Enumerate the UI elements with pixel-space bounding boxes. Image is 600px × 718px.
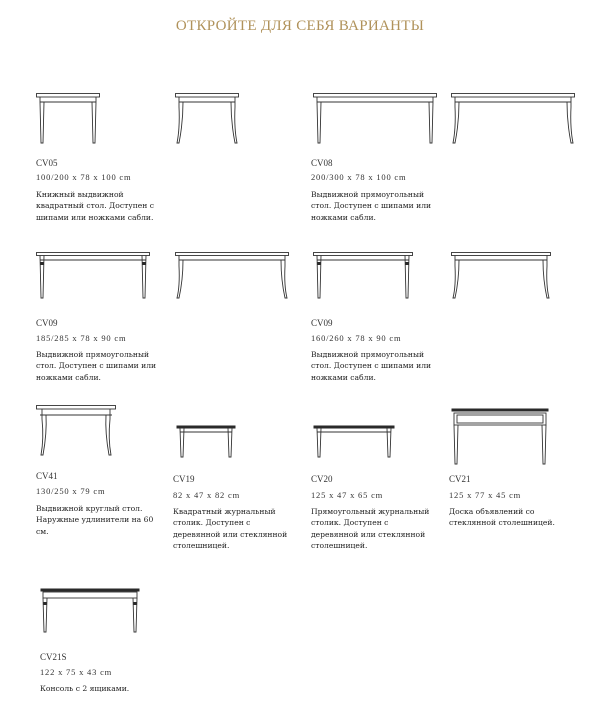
product-code: CV08 xyxy=(311,158,333,168)
product-description xyxy=(36,503,153,537)
product-dimensions: 125 x 77 x 45 cm xyxy=(449,490,522,500)
description-line: столешницей. xyxy=(173,540,230,550)
description-line: см. xyxy=(36,526,49,536)
description-line: стол. Доступен с шипами или xyxy=(311,361,432,371)
description-line: квадратный стол. Доступен с xyxy=(36,201,155,211)
product-description xyxy=(311,189,431,223)
description-line: Выдвижной прямоугольный xyxy=(36,350,150,359)
product-description xyxy=(311,349,431,383)
product-description xyxy=(36,349,156,383)
product-description xyxy=(449,506,555,529)
product-dimensions: 185/285 x 78 x 90 cm xyxy=(36,333,127,343)
description-line: ножками сабли. xyxy=(311,372,376,382)
product-description xyxy=(311,506,429,551)
description-line: столик. Доступен с xyxy=(311,518,389,528)
product-description xyxy=(40,683,129,694)
description-line: Выдвижной прямоугольный xyxy=(311,190,425,199)
description-line: Квадратный журнальный xyxy=(173,507,276,516)
description-line: шипами или ножками сабли. xyxy=(36,212,154,222)
description-line: Выдвижной прямоугольный xyxy=(311,350,425,359)
description-line: стеклянной столешницей. xyxy=(449,518,555,528)
table-drawing-cv19 xyxy=(176,425,236,459)
description-line: Выдвижной круглый стол. xyxy=(36,504,143,513)
product-code: CV09 xyxy=(36,318,58,328)
product-code: CV09 xyxy=(311,318,333,328)
description-line: стол. Доступен с шипами или xyxy=(36,361,157,371)
table-drawing-cv41 xyxy=(36,405,116,457)
table-drawing-cv08-saber xyxy=(451,93,575,145)
table-drawing-cv05-tapered xyxy=(36,93,100,145)
description-line: ножками сабли. xyxy=(311,212,376,222)
description-line: Книжный выдвижной xyxy=(36,190,124,199)
product-code: CV20 xyxy=(311,474,333,484)
product-code: CV41 xyxy=(36,471,58,481)
product-dimensions: 200/300 x 78 x 100 cm xyxy=(311,172,407,182)
description-line: Наружные удлинители на 60 xyxy=(36,515,154,525)
product-code: CV21S xyxy=(40,652,67,662)
description-line: столешницей. xyxy=(311,540,368,550)
description-line: Прямоугольный журнальный xyxy=(311,507,430,516)
product-description xyxy=(173,506,287,551)
description-line: столик. Доступен с xyxy=(173,518,251,528)
product-dimensions: 130/250 x 79 cm xyxy=(36,486,106,496)
description-line: деревянной или стеклянной xyxy=(311,529,426,539)
console-drawing-cv21s xyxy=(40,588,140,634)
table-drawing-cv09-saber xyxy=(175,252,289,300)
product-code: CV19 xyxy=(173,474,195,484)
table-drawing-cv09b-tapered xyxy=(313,252,413,300)
page-title: ОТКРОЙТЕ ДЛЯ СЕБЯ ВАРИАНТЫ xyxy=(175,18,425,34)
product-dimensions: 100/200 x 78 x 100 cm xyxy=(36,172,132,182)
product-dimensions: 125 x 47 x 65 cm xyxy=(311,490,384,500)
product-code: CV05 xyxy=(36,158,58,168)
product-dimensions: 122 x 75 x 43 cm xyxy=(40,667,113,677)
table-drawing-cv09-tapered xyxy=(36,252,150,300)
product-code: CV21 xyxy=(449,474,471,484)
table-drawing-cv20 xyxy=(313,425,395,459)
product-dimensions: 160/260 x 78 x 90 cm xyxy=(311,333,402,343)
table-drawing-cv05-saber xyxy=(175,93,239,145)
description-line: Доска объявлений со xyxy=(449,507,535,516)
table-drawing-cv09b-saber xyxy=(451,252,551,300)
product-dimensions: 82 x 47 x 82 cm xyxy=(173,490,241,500)
description-line: деревянной или стеклянной xyxy=(173,529,288,539)
description-line: стол. Доступен с шипами или xyxy=(311,201,432,211)
product-description xyxy=(36,189,154,223)
table-drawing-cv21 xyxy=(451,408,549,466)
description-line: Консоль с 2 ящиками. xyxy=(40,684,130,693)
description-line: ножками сабли. xyxy=(36,372,101,382)
table-drawing-cv08-tapered xyxy=(313,93,437,145)
